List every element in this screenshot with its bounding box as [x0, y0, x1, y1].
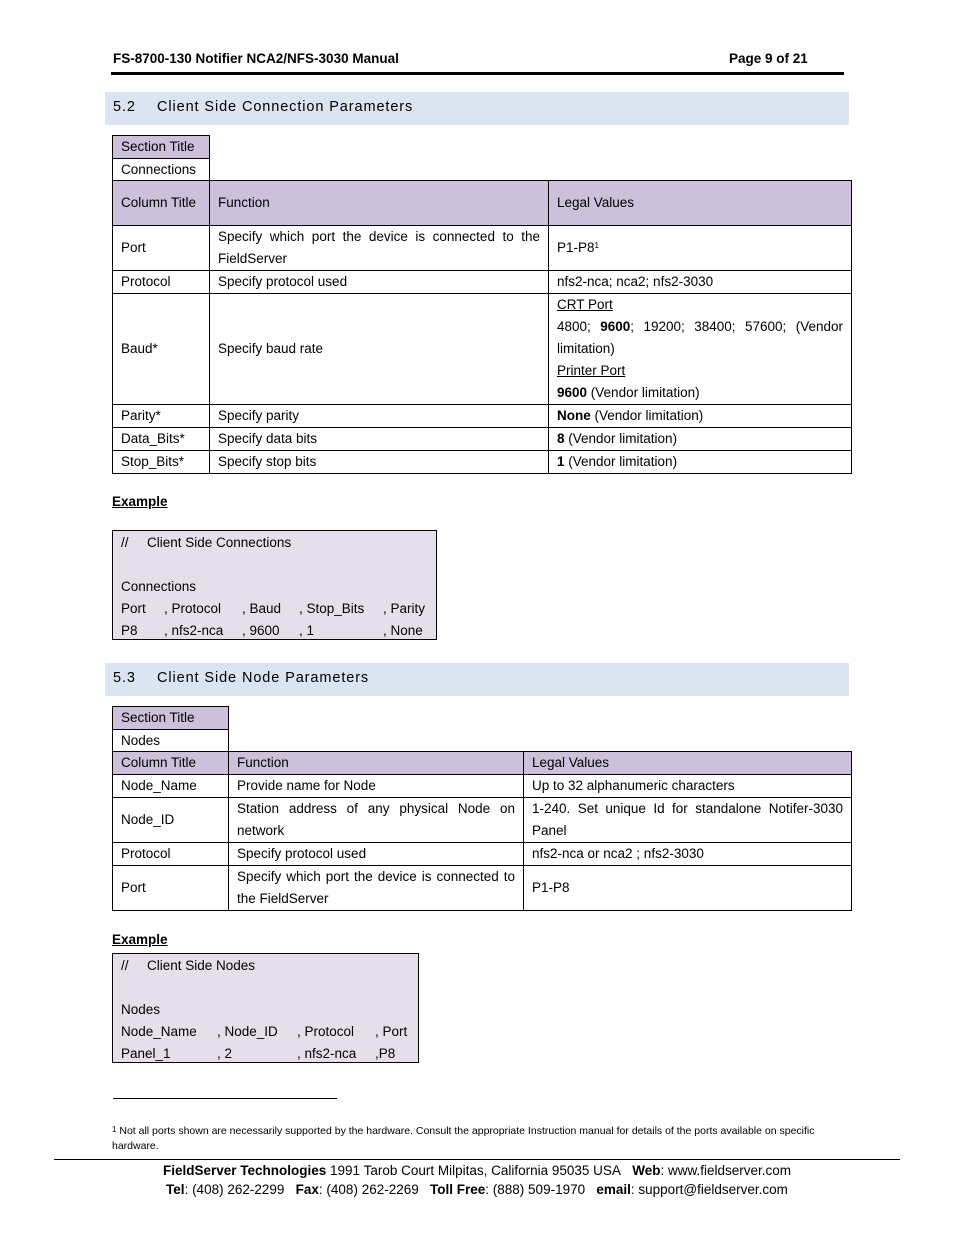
footer-fax-value: : (408) 262-2269	[318, 1182, 419, 1197]
example-comment-line	[121, 955, 410, 977]
row-legal: 1-240. Set unique Id for standalone Notifer-3030 Panel	[524, 798, 852, 843]
row-legal: Up to 32 alphanumeric characters	[524, 775, 852, 798]
footer-web-value: : www.fieldserver.com	[660, 1163, 792, 1178]
example-value-cell: , nfs2-nca	[164, 623, 224, 638]
footer-email-label: email	[596, 1182, 631, 1197]
row-title: Node_ID	[113, 798, 229, 843]
example-value-cell: , nfs2-nca	[297, 1046, 357, 1061]
footer-company: FieldServer Technologies	[162, 1163, 327, 1178]
example-header-cell: , Protocol	[164, 601, 222, 616]
footnote-rule	[113, 1098, 337, 1099]
row-title: Data_Bits*	[113, 428, 210, 451]
example-header-cell: , Node_ID	[217, 1024, 278, 1039]
table-row	[113, 843, 852, 866]
section-title-value: Nodes	[113, 730, 229, 753]
row-title: Node_Name	[113, 775, 229, 798]
printer-default: 9600	[557, 385, 588, 400]
table-row	[113, 271, 852, 294]
row-title: Port	[113, 866, 229, 911]
table-row	[113, 428, 852, 451]
section-title-label: Section Title	[113, 707, 229, 730]
footer-rule	[54, 1159, 900, 1160]
table-row	[113, 405, 852, 428]
comment-slashes: //	[121, 958, 129, 973]
row-legal	[549, 451, 852, 474]
printer-port-values	[557, 382, 843, 404]
row-title: Protocol	[113, 271, 210, 294]
crt-default: 9600	[600, 319, 631, 334]
connection-parameters-table	[112, 180, 852, 474]
nodes-example-box	[112, 953, 419, 1063]
comment-text: Client Side Connections	[147, 535, 292, 550]
row-title: Port	[113, 226, 210, 271]
section-number: 5.2	[113, 99, 136, 115]
footnote-ref: 1	[594, 241, 599, 250]
section-title-label: Section Title	[113, 136, 210, 159]
footer-tel-value: : (408) 262-2299	[184, 1182, 285, 1197]
footnote-marker: 1	[112, 1125, 117, 1134]
column-title-header: Column Title	[113, 181, 210, 226]
table-row	[113, 798, 852, 843]
row-function: Provide name for Node	[229, 775, 524, 798]
example-header-cell: , Stop_Bits	[299, 601, 365, 616]
example-label: Example	[112, 494, 168, 509]
row-title: Baud*	[113, 294, 210, 405]
row-function: Specify which port the device is connected to the FieldServer	[210, 226, 549, 271]
legal-bold: None	[557, 408, 591, 423]
table-row	[113, 294, 852, 405]
table-row	[113, 226, 852, 271]
example-value-cell: , 9600	[242, 623, 280, 638]
row-legal	[549, 294, 852, 405]
nodes-section-title-table	[112, 706, 229, 753]
example-value-cell: , 1	[299, 623, 315, 638]
row-title: Parity*	[113, 405, 210, 428]
example-header-cell: , Protocol	[297, 1024, 355, 1039]
example-header-cell: , Port	[375, 1024, 408, 1039]
example-value-cell: , 2	[217, 1046, 233, 1061]
footnote	[112, 1124, 842, 1154]
legal-text: P1-P8	[557, 240, 595, 255]
example-header-cell: , Baud	[242, 601, 282, 616]
legal-values-header: Legal Values	[524, 752, 852, 775]
row-legal: nfs2-nca or nca2 ; nfs2-3030	[524, 843, 852, 866]
row-title: Stop_Bits*	[113, 451, 210, 474]
footer-fax-label: Fax	[295, 1182, 319, 1197]
row-function: Specify parity	[210, 405, 549, 428]
table-header-row	[113, 752, 852, 775]
section-5-3-heading	[105, 663, 849, 696]
table-row	[113, 775, 852, 798]
example-value-cell: Panel_1	[121, 1046, 171, 1061]
manual-title: FS-8700-130 Notifier NCA2/NFS-3030 Manual	[113, 51, 399, 66]
function-header: Function	[210, 181, 549, 226]
footer-tollfree-value: : (888) 509-1970	[485, 1182, 586, 1197]
example-value-line	[121, 1043, 410, 1065]
legal-bold: 8	[557, 431, 565, 446]
row-function: Specify protocol used	[229, 843, 524, 866]
footer-email-value: : support@fieldserver.com	[630, 1182, 788, 1197]
row-legal: nfs2-nca; nca2; nfs2-3030	[549, 271, 852, 294]
example-value-line	[121, 620, 428, 642]
example-label: Example	[112, 932, 168, 947]
row-legal: P1-P8	[524, 866, 852, 911]
example-header-line	[121, 1021, 410, 1043]
row-legal	[549, 226, 852, 271]
table-row	[113, 866, 852, 911]
section-title-value: Connections	[113, 159, 210, 182]
footer-tel-label: Tel	[166, 1182, 185, 1197]
footer-tollfree-label: Toll Free	[430, 1182, 486, 1197]
example-blank-line	[121, 977, 410, 999]
legal-bold: 1	[557, 454, 565, 469]
column-title-header: Column Title	[113, 752, 229, 775]
example-comment-line	[121, 532, 428, 554]
example-keyword: Connections	[121, 579, 197, 594]
legal-values-header: Legal Values	[549, 181, 852, 226]
row-function: Specify baud rate	[210, 294, 549, 405]
printer-rest: (Vendor limitation)	[587, 385, 700, 400]
footer-line-2	[0, 1182, 954, 1197]
table-row	[113, 451, 852, 474]
row-title: Protocol	[113, 843, 229, 866]
example-keyword-line	[121, 576, 428, 598]
row-legal	[549, 405, 852, 428]
function-header: Function	[229, 752, 524, 775]
row-function: Specify which port the device is connected to the FieldServer	[229, 866, 524, 911]
crt-port-values	[557, 316, 843, 360]
example-keyword: Nodes	[121, 1002, 161, 1017]
example-header-line	[121, 598, 428, 620]
footer-web-label: Web	[632, 1163, 661, 1178]
row-legal	[549, 428, 852, 451]
footer-line-1	[0, 1163, 954, 1178]
crt-values-a: 4800;	[557, 319, 601, 334]
section-5-2-heading	[105, 92, 849, 125]
legal-rest: (Vendor limitation)	[564, 454, 678, 469]
example-value-cell: , None	[383, 623, 423, 638]
example-header-cell: Port	[121, 601, 146, 616]
example-blank-line	[121, 554, 428, 576]
comment-slashes: //	[121, 535, 129, 550]
example-header-cell: Node_Name	[121, 1024, 197, 1039]
section-number: 5.3	[113, 670, 136, 686]
connections-example-box	[112, 530, 437, 640]
connections-section-title-table	[112, 135, 210, 182]
printer-port-label: Printer Port	[557, 363, 626, 378]
legal-rest: (Vendor limitation)	[564, 431, 678, 446]
section-title: Client Side Connection Parameters	[157, 99, 414, 115]
page-number: Page 9 of 21	[729, 51, 808, 66]
example-keyword-line	[121, 999, 410, 1021]
table-header-row	[113, 181, 852, 226]
crt-port-label: CRT Port	[557, 297, 613, 312]
row-function: Specify stop bits	[210, 451, 549, 474]
comment-text: Client Side Nodes	[147, 958, 256, 973]
crt-values-b: ; 19200; 38400; 57600; (Vendor limitation)	[557, 319, 843, 356]
node-parameters-table	[112, 751, 852, 911]
row-function: Station address of any physical Node on network	[229, 798, 524, 843]
footer-address: 1991 Tarob Court Milpitas, California 95035 USA	[326, 1163, 621, 1178]
example-value-cell: ,P8	[375, 1046, 396, 1061]
header-rule	[111, 72, 844, 75]
legal-rest: (Vendor limitation)	[590, 408, 704, 423]
example-header-cell: , Parity	[383, 601, 426, 616]
row-function: Specify protocol used	[210, 271, 549, 294]
section-title: Client Side Node Parameters	[157, 670, 370, 686]
example-value-cell: P8	[121, 623, 138, 638]
footnote-text: Not all ports shown are necessarily supported by the hardware. Consult the appropriate Instruction manual for details of the ports available on specific hardware.	[112, 1125, 815, 1152]
row-function: Specify data bits	[210, 428, 549, 451]
